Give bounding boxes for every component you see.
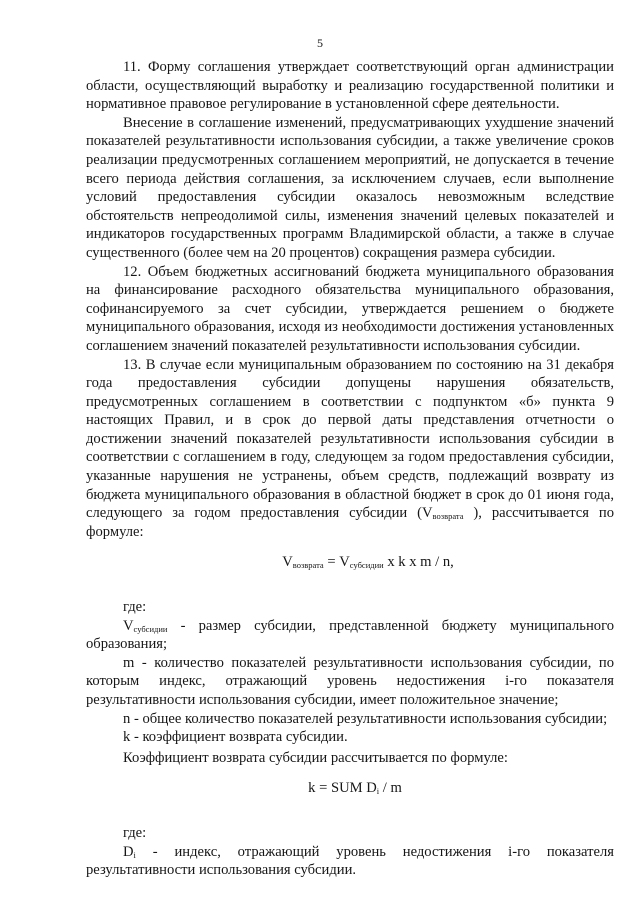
formula2-sub: i (376, 786, 380, 797)
def-d-symbol: D (123, 843, 134, 860)
def-v-symbol: V (123, 617, 134, 634)
definition-v-subsidy (86, 617, 614, 654)
paragraph-12: 12. Объем бюджетных ассигнований бюджета муниципального образования на финансирование расходного обязательства муниципального образования, софинансируемого за счет субсидии, утверждается решением о бюджете муниципального образования, исходя из необходимости достижения установленных соглашением значений показателей результативности использования субсидии. (86, 263, 614, 354)
paragraph-13-end: ), рассчитывается по формуле: (86, 505, 614, 540)
paragraph-13 (86, 356, 614, 542)
definition-m: m - количество показателей результативности использования субсидии, по которым индекс, отражающий уровень недостижения i-го показателя результативности использования субсидии, имеет положительное значение; (86, 654, 614, 708)
v-return-subscript: возврата (432, 511, 464, 522)
where-label-1: где: (123, 599, 147, 616)
formula1-lhs-sub: возврата (292, 560, 324, 571)
def-v-text: - размер субсидии, представленной бюджету муниципального образования; (86, 617, 614, 653)
formula-coefficient (86, 779, 614, 798)
formula1-eq: = V (323, 554, 350, 571)
formula1-rhs-sub: субсидии (349, 560, 384, 571)
formula2-text: k = SUM D (308, 780, 377, 797)
formula2-rest: / m (379, 780, 402, 797)
paragraph-11-amendments: Внесение в соглашение изменений, предусматривающих ухудшение значений показателей результативности использования субсидии, а также увеличение сроков реализации предусмотренных соглашением мероприятий, не допускается в течение всего периода действия соглашения, за исключением случаев, если выполнение условий предоставления субсидии оказалось невозможным вследствие обстоятельств непреодолимой силы, изменения значений целевых показателей и индикаторов государственных программ Владимирской области, а также в случае существенного (более чем на 20 процентов) сокращения размера субсидии. (86, 114, 614, 261)
coefficient-intro: Коэффициент возврата субсидии рассчитывается по формуле: (123, 749, 508, 766)
document-body (86, 58, 614, 880)
formula1-rest: x k x m / n, (383, 554, 454, 571)
def-d-sub: i (133, 849, 136, 860)
formula1-lhs: V (282, 554, 293, 571)
definition-d-index (86, 843, 614, 880)
page-number: 5 (317, 36, 323, 50)
paragraph-13-text: 13. В случае если муниципальным образованием по состоянию на 31 декабря года предоставления субсидии допущены нарушения обязательств, предусмотренных соглашением в соответствии с подпунктом «б» пункта 9 настоящих Правил, и в срок до первой даты представления отчетности о достижении значений показателей результативности использования субсидии в соответствии с соглашением в году, следующем за годом предоставления субсидии, указанные нарушения не устранены, объем средств, подлежащий возврату из бюджета муниципального образования в областной бюджет в срок до 01 июня года, следующего за годом предоставления субсидии (V (86, 356, 614, 522)
formula-return-volume (86, 553, 614, 572)
where-label-2: где: (123, 824, 147, 841)
def-v-sub: субсидии (133, 623, 168, 634)
def-d-text: - индекс, отражающий уровень недостижения i-го показателя результативности использования субсидии. (86, 843, 614, 879)
definition-n: n - общее количество показателей результативности использования субсидии; (123, 710, 608, 727)
definition-k: k - коэффициент возврата субсидии. (123, 729, 348, 746)
paragraph-11: 11. Форму соглашения утверждает соответствующий орган администрации области, осуществляющий выработку и реализацию государственной политики и нормативное правовое регулирование в установленной сфере деятельности. (86, 59, 614, 113)
